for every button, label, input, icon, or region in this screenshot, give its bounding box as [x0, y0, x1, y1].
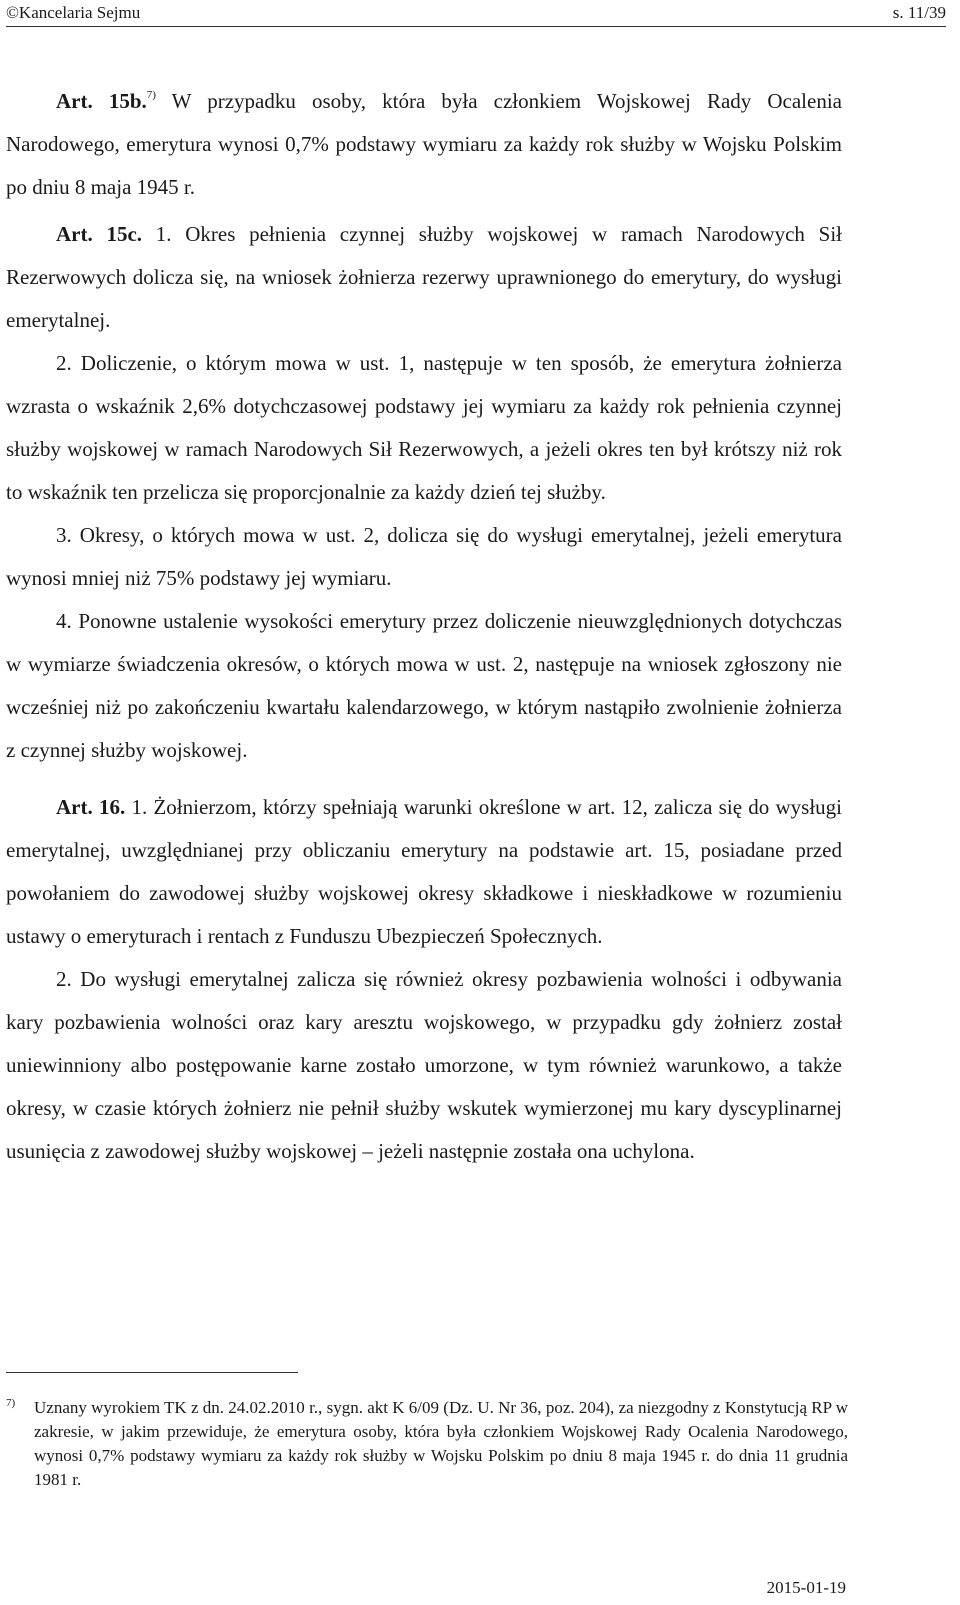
article-15c-par-2: 2. Doliczenie, o którym mowa w ust. 1, następuje w ten sposób, że emerytura żołnierza wzrasta o wskaźnik 2,6% dotychczasowej podstawy jej wymiaru za każdy rok pełnienia czynnej służby wojskowej w ramach Narodowych Sił Rezerwowych, a jeżeli okres ten był krótszy niż rok to wskaźnik ten przelicza się proporcjonalnie za każdy dzień tej służby. [6, 351, 842, 504]
article-label: Art. 15b. [56, 89, 147, 113]
footnote-separator [6, 1372, 298, 1373]
document-body [6, 80, 842, 1173]
article-label: Art. 15c. [56, 222, 143, 246]
article-15c-par-4: 4. Ponowne ustalenie wysokości emerytury przez doliczenie nieuwzględnionych dotychczas w wymiarze świadczenia okresów, o których mowa w ust. 2, następuje na wniosek zgłoszony nie wcześniej niż po zakończeniu kwartału kalendarzowego, w którym nastąpiło zwolnienie żołnierza z czynnej służby wojskowej. [6, 609, 842, 762]
page-header [6, 0, 946, 27]
paragraph-text: 1. Żołnierzom, którzy spełniają warunki określone w art. 12, zalicza się do wysługi emerytalnej, uwzględnianej przy obliczaniu emerytury na podstawie art. 15, posiadane przed powołaniem do zawodowej służby wojskowej okresy składkowe i nieskładkowe w rozumieniu ustawy o emeryturach i rentach z Funduszu Ubezpieczeń Społecznych. [6, 795, 842, 948]
article-16-par-2: 2. Do wysługi emerytalnej zalicza się również okresy pozbawienia wolności i odbywania kary pozbawienia wolności oraz kary aresztu wojskowego, w przypadku gdy żołnierz został uniewinniony albo postępowanie karne zostało umorzone, w tym również warunkowo, a także okresy, w czasie których żołnierz nie pełnił służby wskutek wymierzonej mu kary dyscyplinarnej usunięcia z zawodowej służby wojskowej – jeżeli następnie została ona uchylona. [6, 967, 842, 1163]
document-date: 2015-01-19 [766, 1578, 846, 1597]
footnote-ref[interactable]: 7) [146, 89, 156, 101]
article-15b [6, 80, 842, 209]
article-15c-par-1 [6, 213, 842, 342]
footnote-text: Uznany wyrokiem TK z dn. 24.02.2010 r., sygn. akt K 6/09 (Dz. U. Nr 36, poz. 204), za niezgodny z Konstytucją RP w zakresie, w jakim przewiduje, że emerytura osoby, która była członkiem Wojskowej Rady Ocalenia Narodowego, wynosi 0,7% podstawy wymiaru za każdy rok służby w Wojsku Polskim po dniu 8 maja 1945 r. do dnia 11 grudnia 1981 r. [34, 1398, 848, 1489]
article-label: Art. 16. [56, 795, 126, 819]
article-15c-par-3: 3. Okresy, o których mowa w ust. 2, dolicza się do wysługi emerytalnej, jeżeli emerytura wynosi mniej niż 75% podstawy jej wymiaru. [6, 523, 842, 590]
paragraph-text: 1. Okres pełnienia czynnej służby wojskowej w ramach Narodowych Sił Rezerwowych dolicza się, na wniosek żołnierza rezerwy uprawnionego do emerytury, do wysługi emerytalnej. [6, 222, 842, 332]
article-16-par-1 [6, 786, 842, 958]
footnote-mark: 7) [6, 1397, 16, 1409]
copyright-label: ©Kancelaria Sejmu [6, 3, 141, 22]
page-number: s. 11/39 [892, 3, 946, 22]
footnote [6, 1396, 848, 1492]
article-text: W przypadku osoby, która była członkiem Wojskowej Rady Ocalenia Narodowego, emerytura wynosi 0,7% podstawy wymiaru za każdy rok służby w Wojsku Polskim po dniu 8 maja 1945 r. [6, 89, 842, 199]
